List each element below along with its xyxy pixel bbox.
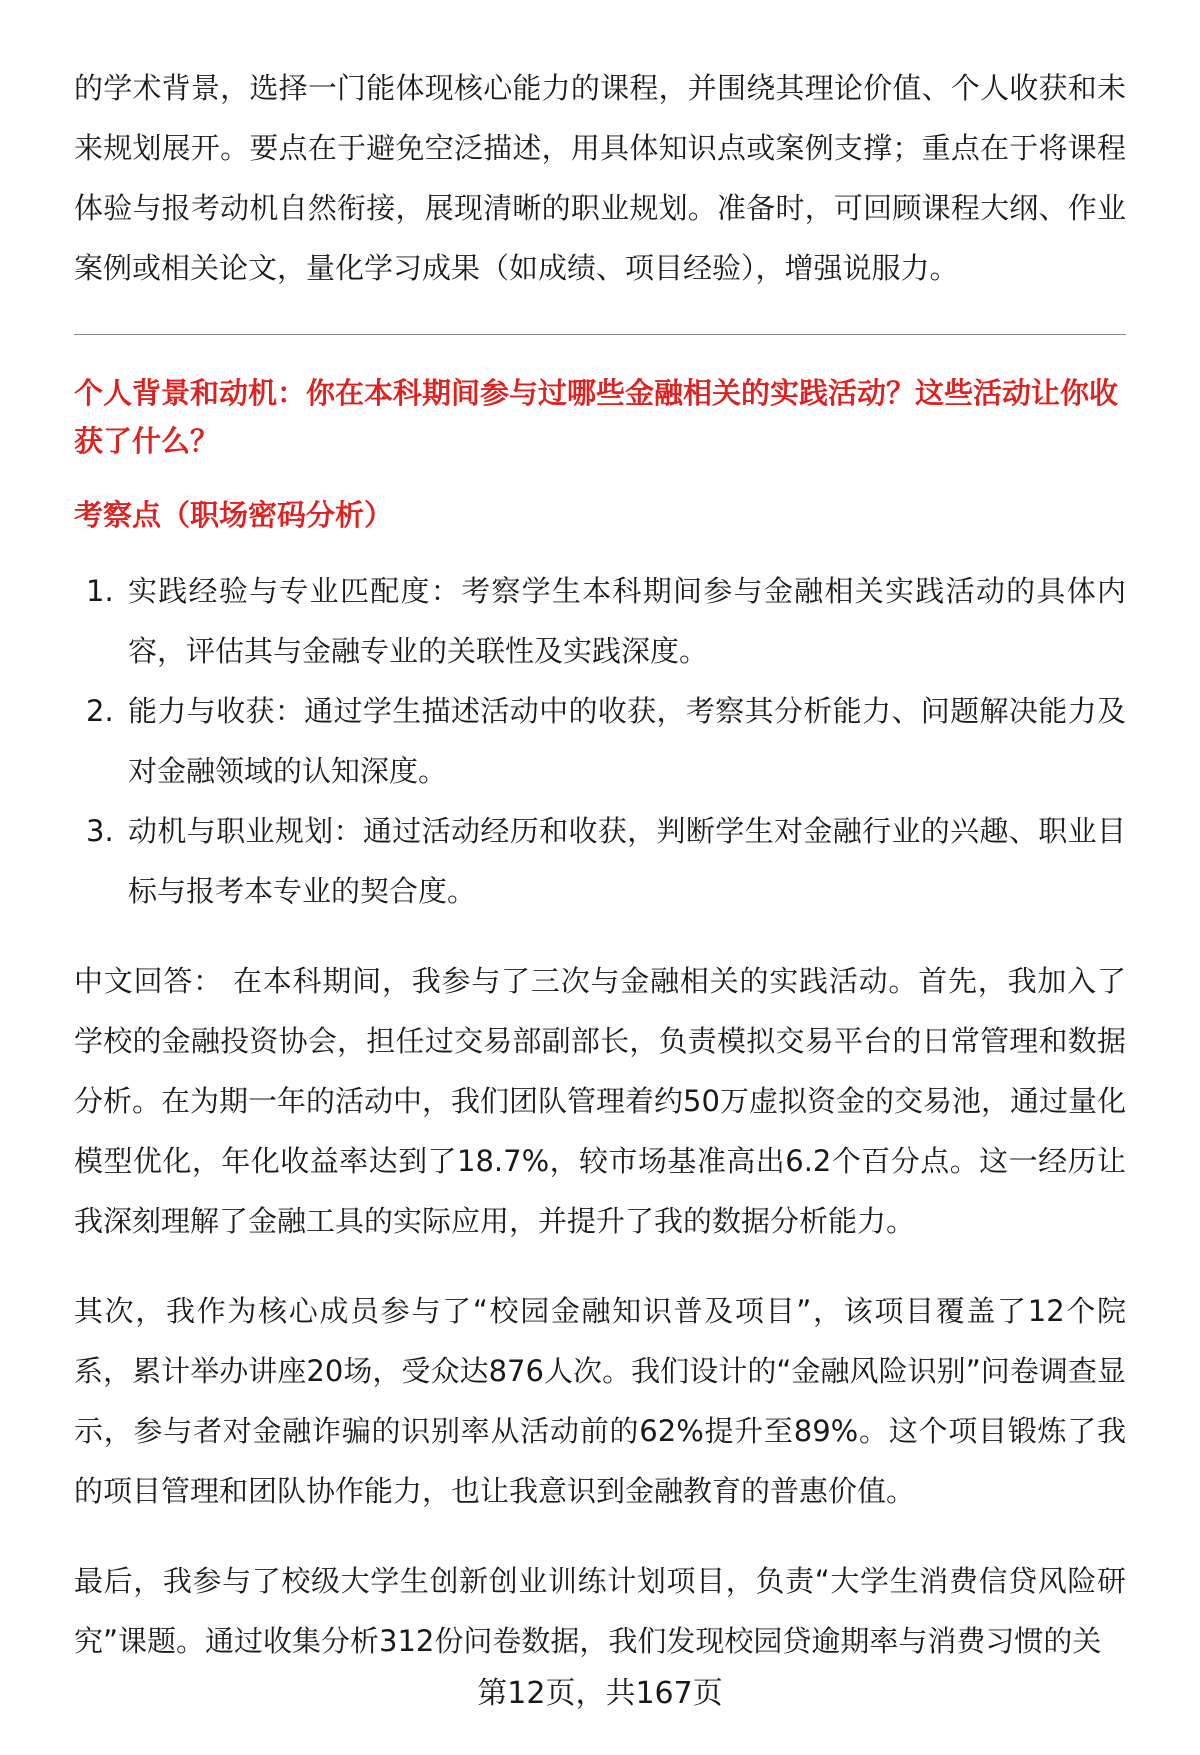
answer-paragraph: 最后，我参与了校级大学生创新创业训练计划项目，负责“大学生消费信贷风险研究”课题。通过收集分析312份问卷数据，我们发现校园贷逾期率与消费习惯的关 bbox=[74, 1564, 1126, 1658]
answer-paragraph: 其次，我作为核心成员参与了“校园金融知识普及项目”，该项目覆盖了12个院系，累计举办讲座20场，受众达876人次。我们设计的“金融风险识别”问卷调查显示，参与者对金融诈骗的识别率从活动前的62%提升至89%。这个项目锻炼了我的项目管理和团队协作能力，也让我意识到金融教育的普惠价值。 bbox=[74, 1294, 1126, 1508]
list-item-number: 2. bbox=[86, 694, 114, 728]
page-content bbox=[74, 58, 1126, 1671]
list-item bbox=[74, 801, 1126, 921]
list-item-number: 1. bbox=[86, 574, 114, 608]
answer-paragraph: 中文回答： 在本科期间，我参与了三次与金融相关的实践活动。首先，我加入了学校的金融投资协会，担任过交易部副部长，负责模拟交易平台的日常管理和数据分析。在为期一年的活动中，我们团队管理着约50万虚拟资金的交易池，通过量化模型优化，年化收益率达到了18.7%，较市场基准高出6.2个百分点。这一经历让我深刻理解了金融工具的实际应用，并提升了我的数据分析能力。 bbox=[74, 964, 1126, 1238]
assessment-points-list bbox=[74, 561, 1126, 921]
list-item bbox=[74, 561, 1126, 681]
list-item-text: 动机与职业规划：通过活动经历和收获，判断学生对金融行业的兴趣、职业目标与报考本专业的契合度。 bbox=[128, 814, 1126, 908]
section-divider bbox=[74, 334, 1126, 335]
list-item-text: 能力与收获：通过学生描述活动中的收获，考察其分析能力、问题解决能力及对金融领域的认知深度。 bbox=[128, 694, 1126, 788]
question-heading: 个人背景和动机：你在本科期间参与过哪些金融相关的实践活动？这些活动让你收获了什么？ bbox=[74, 376, 1119, 458]
assessment-subheading: 考察点（职场密码分析） bbox=[74, 498, 394, 532]
list-item bbox=[74, 681, 1126, 801]
intro-paragraph: 的学术背景，选择一门能体现核心能力的课程，并围绕其理论价值、个人收获和未来规划展开。要点在于避免空泛描述，用具体知识点或案例支撑；重点在于将课程体验与报考动机自然衔接，展现清晰的职业规划。准备时，可回顾课程大纲、作业案例或相关论文，量化学习成果（如成绩、项目经验），增强说服力。 bbox=[74, 71, 1126, 285]
list-item-number: 3. bbox=[86, 814, 114, 848]
answer-section bbox=[74, 951, 1126, 1671]
list-item-text: 实践经验与专业匹配度：考察学生本科期间参与金融相关实践活动的具体内容，评估其与金融专业的关联性及实践深度。 bbox=[128, 574, 1126, 668]
page-footer: 第12页，共167页 bbox=[477, 1676, 723, 1711]
